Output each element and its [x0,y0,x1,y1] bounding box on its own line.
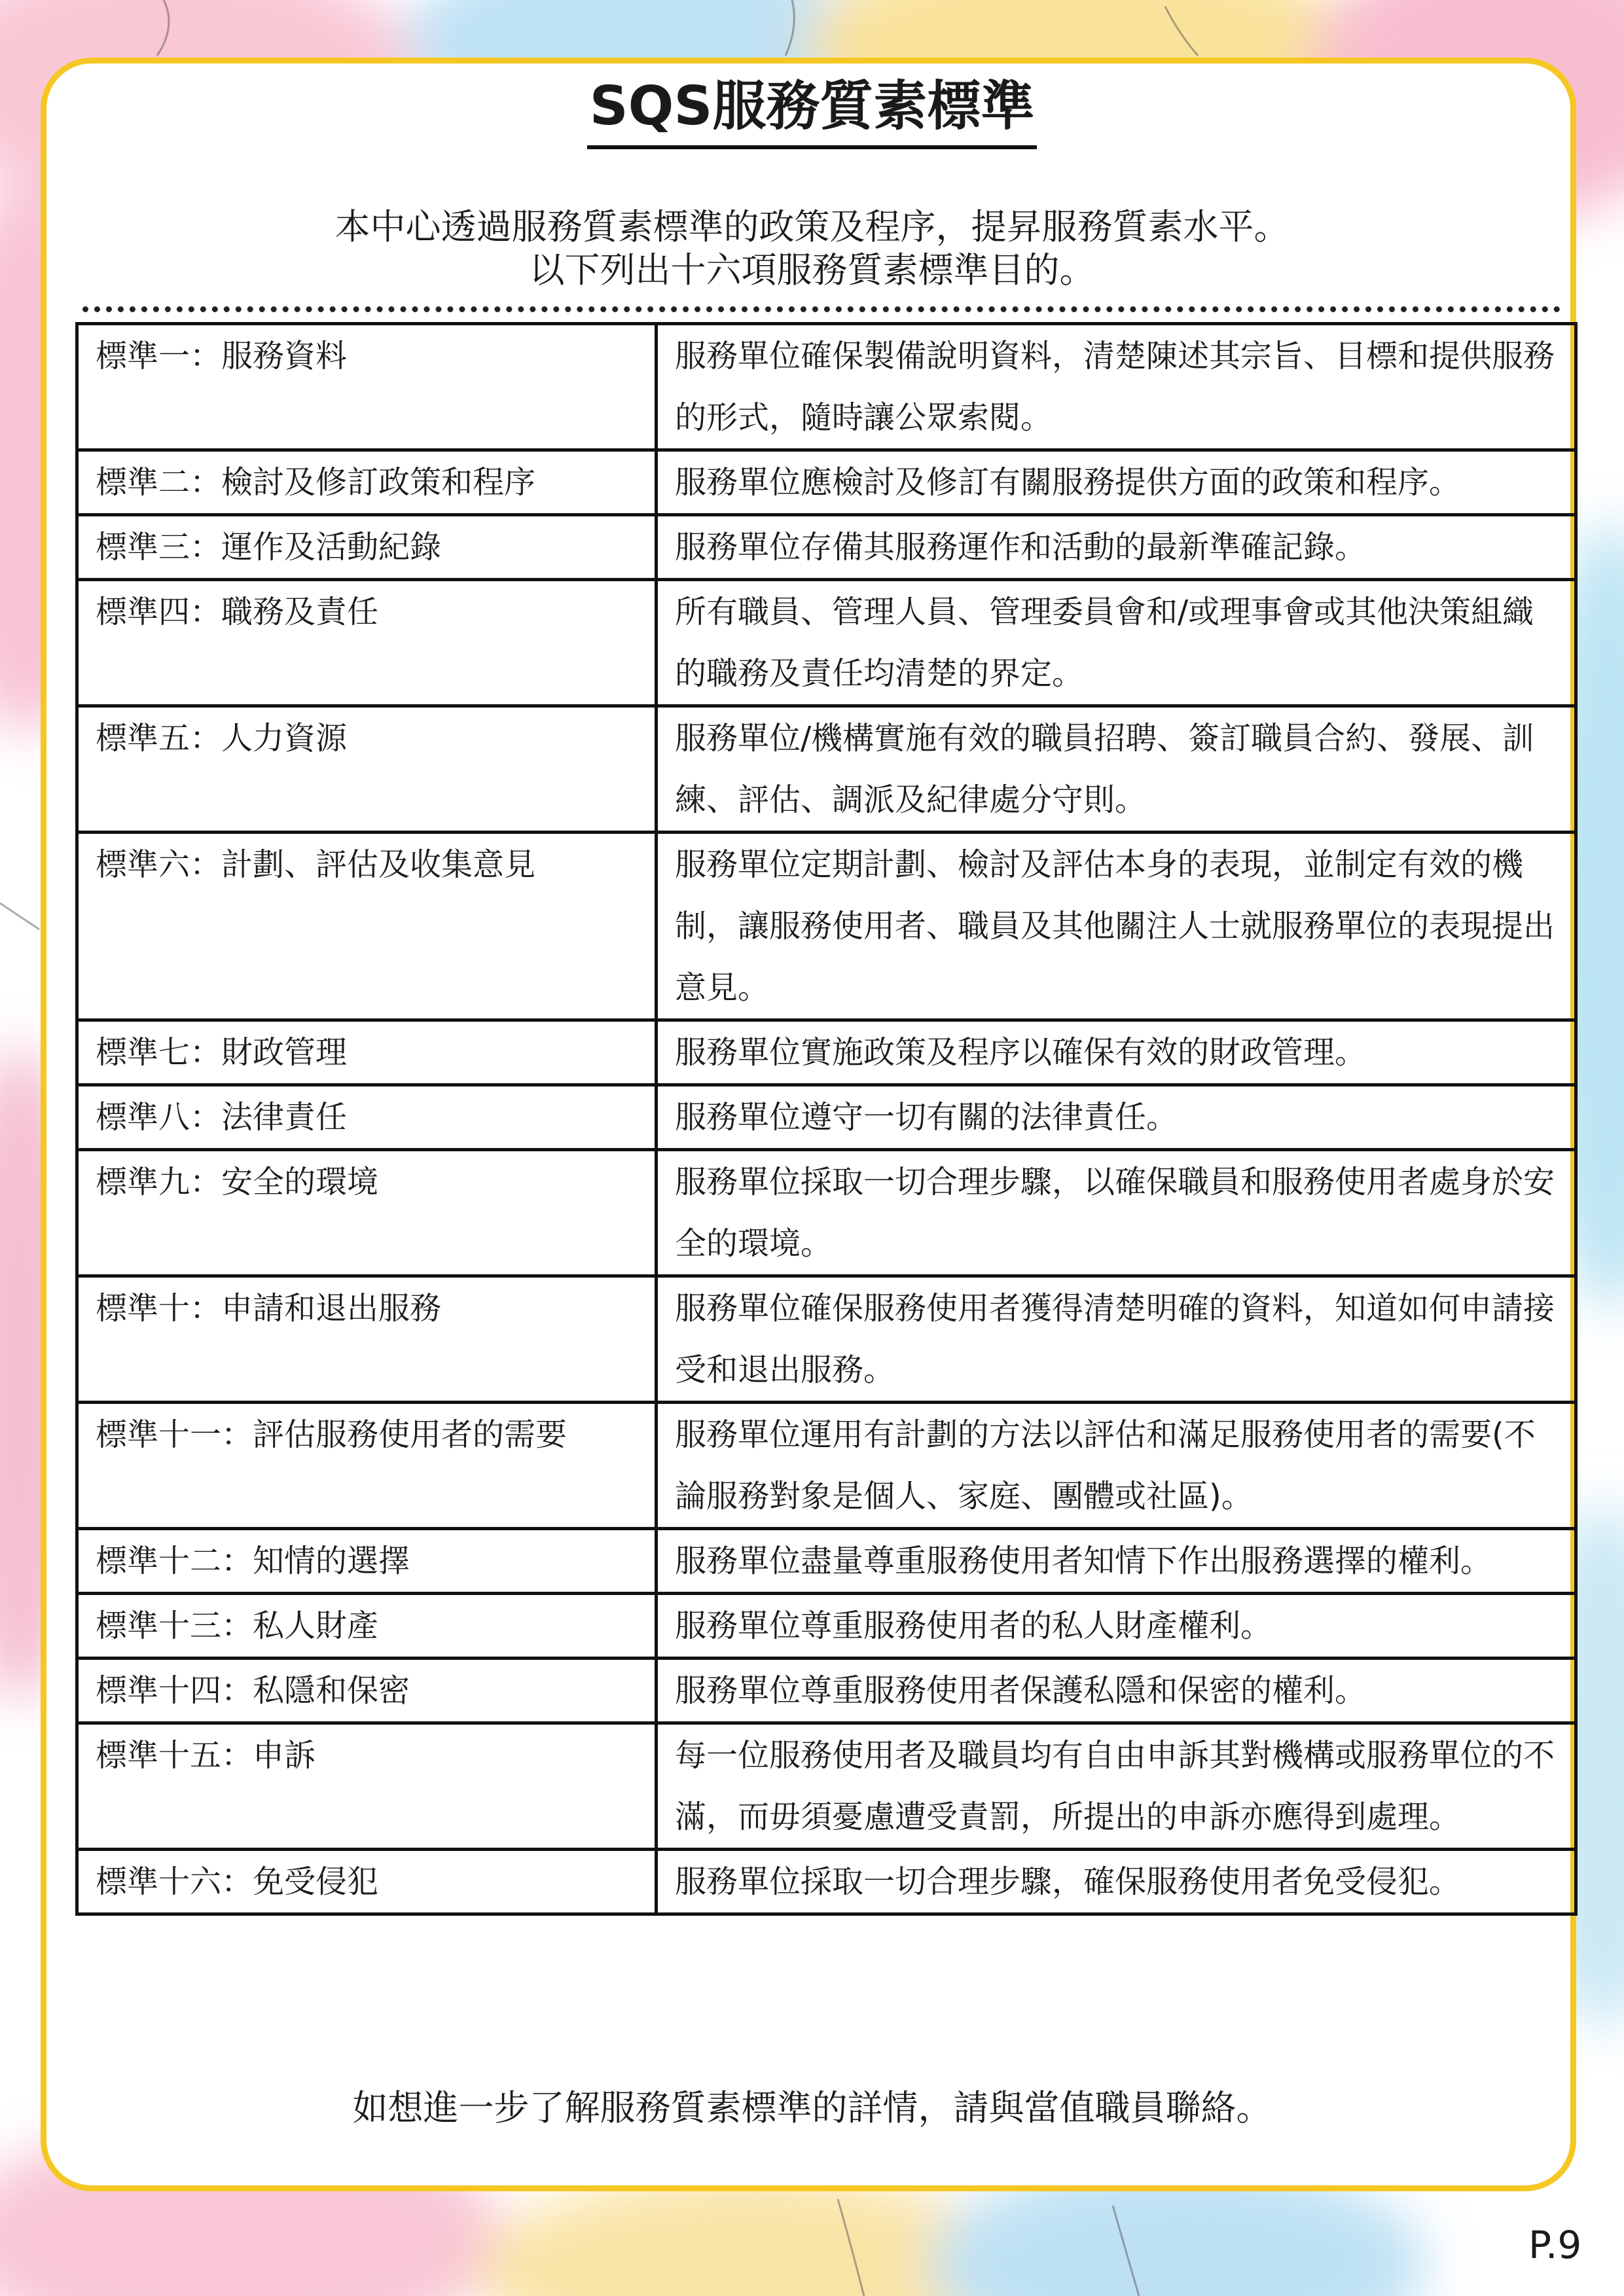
standard-name: 標準四：職務及責任 [77,580,657,706]
standard-description: 服務單位確保製備說明資料，清楚陳述其宗旨、目標和提供服務的形式，隨時讓公眾索閱。 [657,324,1576,450]
standard-name: 標準十：申請和退出服務 [77,1276,657,1403]
intro-text [0,206,1624,292]
page-number: P.9 [1528,2223,1582,2267]
table-row [77,515,1576,580]
standard-description: 服務單位尊重服務使用者保護私隱和保密的權利。 [657,1659,1576,1723]
standard-description: 服務單位盡量尊重服務使用者知情下作出服務選擇的權利。 [657,1529,1576,1594]
standard-name: 標準五：人力資源 [77,706,657,833]
table-row [77,1850,1576,1914]
dotted-divider [82,306,1561,312]
standard-name: 標準二：檢討及修訂政策和程序 [77,450,657,515]
standard-name: 標準十一：評估服務使用者的需要 [77,1403,657,1529]
standard-name: 標準三：運作及活動紀錄 [77,515,657,580]
table-row [77,1659,1576,1723]
standard-description: 服務單位尊重服務使用者的私人財產權利。 [657,1594,1576,1659]
table-row [77,706,1576,833]
standard-name: 標準十五：申訴 [77,1723,657,1850]
table-row [77,1403,1576,1529]
table-row [77,324,1576,450]
table-row [77,1150,1576,1276]
standard-name: 標準十二：知情的選擇 [77,1529,657,1594]
table-row [77,1529,1576,1594]
table-row [77,1276,1576,1403]
standard-description: 服務單位確保服務使用者獲得清楚明確的資料，知道如何申請接受和退出服務。 [657,1276,1576,1403]
standard-description: 服務單位採取一切合理步驟，確保服務使用者免受侵犯。 [657,1850,1576,1914]
standard-description: 服務單位應檢討及修訂有關服務提供方面的政策和程序。 [657,450,1576,515]
page-title-text: SQS服務質素標準 [587,71,1038,149]
standards-table [75,322,1578,1916]
table-row [77,1594,1576,1659]
table-row [77,833,1576,1020]
standard-description: 服務單位遵守一切有關的法律責任。 [657,1085,1576,1150]
standard-description: 服務單位/機構實施有效的職員招聘、簽訂職員合約、發展、訓練、評估、調派及紀律處分守則。 [657,706,1576,833]
table-row [77,1085,1576,1150]
intro-line-2: 以下列出十六項服務質素標準目的。 [529,249,1095,291]
standard-description: 服務單位採取一切合理步驟，以確保職員和服務使用者處身於安全的環境。 [657,1150,1576,1276]
standard-name: 標準七：財政管理 [77,1020,657,1085]
standard-name: 標準九：安全的環境 [77,1150,657,1276]
standard-name: 標準十四：私隱和保密 [77,1659,657,1723]
standard-description: 服務單位實施政策及程序以確保有效的財政管理。 [657,1020,1576,1085]
standard-description: 服務單位定期計劃、檢討及評估本身的表現，並制定有效的機制，讓服務使用者、職員及其他關注人士就服務單位的表現提出意見。 [657,833,1576,1020]
table-row [77,450,1576,515]
standard-description: 服務單位運用有計劃的方法以評估和滿足服務使用者的需要(不論服務對象是個人、家庭、團體或社區)。 [657,1403,1576,1529]
table-row [77,1020,1576,1085]
table-row [77,1723,1576,1850]
standard-name: 標準十六：免受侵犯 [77,1850,657,1914]
page-title [0,71,1624,149]
standard-description: 服務單位存備其服務運作和活動的最新準確記錄。 [657,515,1576,580]
table-row [77,580,1576,706]
standard-description: 所有職員、管理人員、管理委員會和/或理事會或其他決策組織的職務及責任均清楚的界定。 [657,580,1576,706]
standard-name: 標準一：服務資料 [77,324,657,450]
standard-name: 標準十三：私人財產 [77,1594,657,1659]
standard-description: 每一位服務使用者及職員均有自由申訴其對機構或服務單位的不滿，而毋須憂慮遭受責罰，所提出的申訴亦應得到處理。 [657,1723,1576,1850]
footer-note: 如想進一步了解服務質素標準的詳情，請與當值職員聯絡。 [352,2087,1272,2128]
intro-line-1: 本中心透過服務質素標準的政策及程序，提昇服務質素水平。 [334,206,1290,247]
standard-name: 標準六：計劃、評估及收集意見 [77,833,657,1020]
standard-name: 標準八：法律責任 [77,1085,657,1150]
